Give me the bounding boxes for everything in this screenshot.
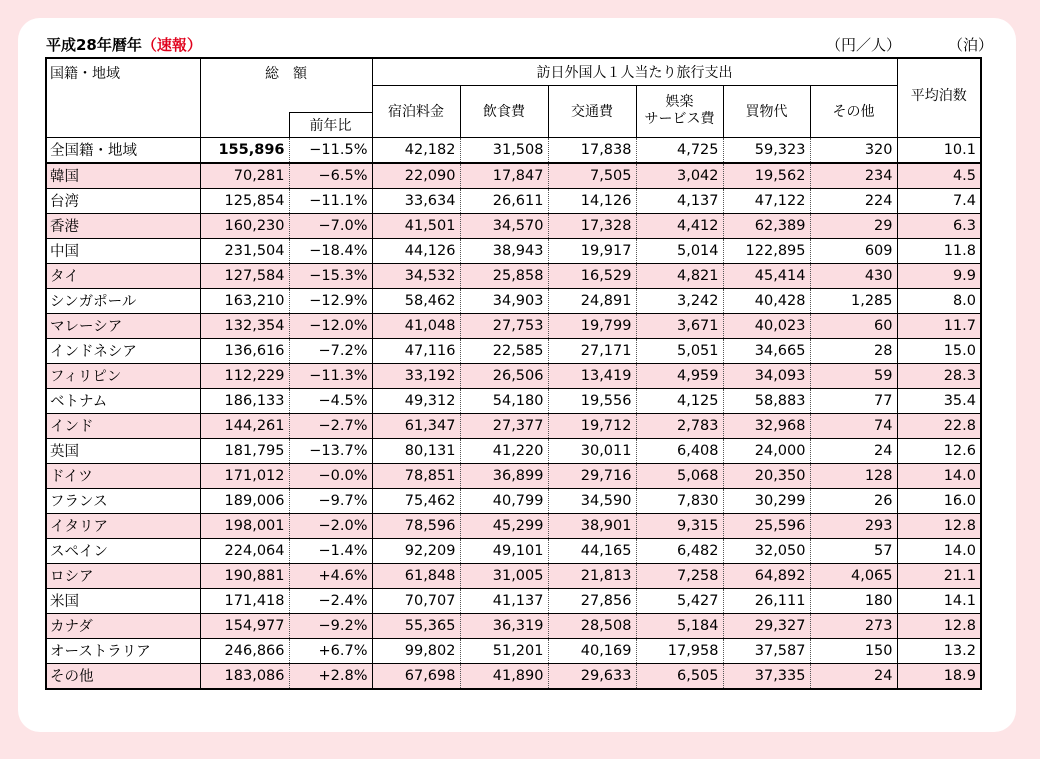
other-cell: 77 xyxy=(810,388,897,413)
yoy-cell: −6.5% xyxy=(289,163,372,189)
title-paren-open: （ xyxy=(141,36,157,54)
food-cell: 26,611 xyxy=(460,188,548,213)
col-header-nights: 平均泊数 xyxy=(897,58,981,137)
lodging-cell: 49,312 xyxy=(372,388,460,413)
entertainment-cell: 4,412 xyxy=(636,213,723,238)
yoy-cell: +4.6% xyxy=(289,563,372,588)
region-cell: フランス xyxy=(46,488,200,513)
yoy-cell: −9.2% xyxy=(289,613,372,638)
nights-cell: 9.9 xyxy=(897,263,981,288)
total-cell: 112,229 xyxy=(200,363,289,388)
yoy-cell: +6.7% xyxy=(289,638,372,663)
entertainment-line2: サービス費 xyxy=(644,111,715,127)
lodging-cell: 70,707 xyxy=(372,588,460,613)
entertainment-cell: 7,258 xyxy=(636,563,723,588)
food-cell: 41,220 xyxy=(460,438,548,463)
flash-label: 速報 xyxy=(156,36,187,54)
food-cell: 36,899 xyxy=(460,463,548,488)
table-body xyxy=(46,137,981,689)
yoy-cell: −11.1% xyxy=(289,188,372,213)
food-cell: 49,101 xyxy=(460,538,548,563)
lodging-cell: 33,192 xyxy=(372,363,460,388)
transport-cell: 19,917 xyxy=(548,238,636,263)
transport-cell: 19,799 xyxy=(548,313,636,338)
title-paren-close: ） xyxy=(186,36,202,54)
table-title xyxy=(46,34,202,55)
transport-cell: 27,171 xyxy=(548,338,636,363)
nights-cell: 4.5 xyxy=(897,163,981,189)
lodging-cell: 80,131 xyxy=(372,438,460,463)
yoy-cell: −0.0% xyxy=(289,463,372,488)
other-cell: 1,285 xyxy=(810,288,897,313)
other-cell: 57 xyxy=(810,538,897,563)
shopping-cell: 64,892 xyxy=(723,563,810,588)
region-cell: 中国 xyxy=(46,238,200,263)
shopping-cell: 20,350 xyxy=(723,463,810,488)
transport-cell: 7,505 xyxy=(548,163,636,189)
table-row xyxy=(46,588,981,613)
region-cell: マレーシア xyxy=(46,313,200,338)
table-row xyxy=(46,238,981,263)
food-cell: 54,180 xyxy=(460,388,548,413)
food-cell: 36,319 xyxy=(460,613,548,638)
entertainment-cell: 5,051 xyxy=(636,338,723,363)
table-row xyxy=(46,663,981,689)
nights-cell: 13.2 xyxy=(897,638,981,663)
shopping-cell: 37,335 xyxy=(723,663,810,689)
food-cell: 22,585 xyxy=(460,338,548,363)
entertainment-cell: 17,958 xyxy=(636,638,723,663)
total-cell: 163,210 xyxy=(200,288,289,313)
shopping-cell: 40,023 xyxy=(723,313,810,338)
lodging-cell: 22,090 xyxy=(372,163,460,189)
transport-cell: 16,529 xyxy=(548,263,636,288)
lodging-cell: 42,182 xyxy=(372,137,460,163)
table-row xyxy=(46,188,981,213)
nights-cell: 14.0 xyxy=(897,538,981,563)
table-row xyxy=(46,363,981,388)
food-cell: 40,799 xyxy=(460,488,548,513)
col-header-yoy: 前年比 xyxy=(289,112,372,137)
col-header-food: 飲食費 xyxy=(460,85,548,137)
nights-cell: 11.7 xyxy=(897,313,981,338)
total-cell: 155,896 xyxy=(200,137,289,163)
table-row xyxy=(46,563,981,588)
entertainment-cell: 6,482 xyxy=(636,538,723,563)
total-cell: 136,616 xyxy=(200,338,289,363)
yoy-cell: −2.0% xyxy=(289,513,372,538)
region-cell: 韓国 xyxy=(46,163,200,189)
table-header-line xyxy=(46,34,993,56)
table-row xyxy=(46,613,981,638)
lodging-cell: 67,698 xyxy=(372,663,460,689)
region-cell: オーストラリア xyxy=(46,638,200,663)
yoy-cell: −12.0% xyxy=(289,313,372,338)
yoy-cell: +2.8% xyxy=(289,663,372,689)
lodging-cell: 55,365 xyxy=(372,613,460,638)
shopping-cell: 34,665 xyxy=(723,338,810,363)
table-row xyxy=(46,288,981,313)
transport-cell: 19,712 xyxy=(548,413,636,438)
lodging-cell: 99,802 xyxy=(372,638,460,663)
other-cell: 26 xyxy=(810,488,897,513)
entertainment-cell: 5,068 xyxy=(636,463,723,488)
unit-stay-label: （泊） xyxy=(948,36,994,54)
other-cell: 180 xyxy=(810,588,897,613)
food-cell: 31,005 xyxy=(460,563,548,588)
col-header-total-blank xyxy=(200,112,289,137)
region-cell: シンガポール xyxy=(46,288,200,313)
region-cell: 全国籍・地域 xyxy=(46,137,200,163)
unit-yen-label: （円／人） xyxy=(826,36,902,54)
yoy-cell: −12.9% xyxy=(289,288,372,313)
region-cell: 香港 xyxy=(46,213,200,238)
nights-cell: 22.8 xyxy=(897,413,981,438)
nights-cell: 14.0 xyxy=(897,463,981,488)
transport-cell: 40,169 xyxy=(548,638,636,663)
entertainment-cell: 2,783 xyxy=(636,413,723,438)
total-cell: 186,133 xyxy=(200,388,289,413)
other-cell: 24 xyxy=(810,438,897,463)
food-cell: 41,137 xyxy=(460,588,548,613)
table-row xyxy=(46,263,981,288)
total-cell: 127,584 xyxy=(200,263,289,288)
other-cell: 24 xyxy=(810,663,897,689)
transport-cell: 21,813 xyxy=(548,563,636,588)
other-cell: 60 xyxy=(810,313,897,338)
nights-cell: 21.1 xyxy=(897,563,981,588)
other-cell: 273 xyxy=(810,613,897,638)
transport-cell: 38,901 xyxy=(548,513,636,538)
region-cell: 米国 xyxy=(46,588,200,613)
region-cell: インド xyxy=(46,413,200,438)
table-row xyxy=(46,638,981,663)
total-cell: 231,504 xyxy=(200,238,289,263)
yoy-cell: −4.5% xyxy=(289,388,372,413)
region-cell: 台湾 xyxy=(46,188,200,213)
entertainment-cell: 4,725 xyxy=(636,137,723,163)
total-cell: 132,354 xyxy=(200,313,289,338)
title-prefix: 平成28年暦年 xyxy=(46,36,142,54)
total-cell: 198,001 xyxy=(200,513,289,538)
shopping-cell: 34,093 xyxy=(723,363,810,388)
yoy-cell: −7.0% xyxy=(289,213,372,238)
entertainment-cell: 3,242 xyxy=(636,288,723,313)
nights-cell: 7.4 xyxy=(897,188,981,213)
shopping-cell: 47,122 xyxy=(723,188,810,213)
food-cell: 26,506 xyxy=(460,363,548,388)
transport-cell: 13,419 xyxy=(548,363,636,388)
shopping-cell: 24,000 xyxy=(723,438,810,463)
other-cell: 74 xyxy=(810,413,897,438)
shopping-cell: 32,968 xyxy=(723,413,810,438)
entertainment-cell: 7,830 xyxy=(636,488,723,513)
entertainment-line1: 娯楽 xyxy=(665,94,694,110)
yoy-cell: −18.4% xyxy=(289,238,372,263)
col-header-total: 総 額 xyxy=(200,58,372,112)
total-cell: 144,261 xyxy=(200,413,289,438)
other-cell: 4,065 xyxy=(810,563,897,588)
yoy-cell: −9.7% xyxy=(289,488,372,513)
transport-cell: 19,556 xyxy=(548,388,636,413)
yoy-cell: −15.3% xyxy=(289,263,372,288)
nights-cell: 12.8 xyxy=(897,613,981,638)
entertainment-cell: 4,821 xyxy=(636,263,723,288)
table-row xyxy=(46,388,981,413)
region-cell: カナダ xyxy=(46,613,200,638)
other-cell: 293 xyxy=(810,513,897,538)
col-header-lodging: 宿泊料金 xyxy=(372,85,460,137)
nights-cell: 11.8 xyxy=(897,238,981,263)
region-cell: ロシア xyxy=(46,563,200,588)
entertainment-cell: 9,315 xyxy=(636,513,723,538)
table-row xyxy=(46,463,981,488)
nights-cell: 16.0 xyxy=(897,488,981,513)
yoy-cell: −2.4% xyxy=(289,588,372,613)
food-cell: 34,570 xyxy=(460,213,548,238)
entertainment-cell: 3,042 xyxy=(636,163,723,189)
entertainment-cell: 4,137 xyxy=(636,188,723,213)
shopping-cell: 45,414 xyxy=(723,263,810,288)
table-row xyxy=(46,488,981,513)
other-cell: 224 xyxy=(810,188,897,213)
shopping-cell: 19,562 xyxy=(723,163,810,189)
total-cell: 190,881 xyxy=(200,563,289,588)
lodging-cell: 41,048 xyxy=(372,313,460,338)
transport-cell: 29,716 xyxy=(548,463,636,488)
yoy-cell: −2.7% xyxy=(289,413,372,438)
lodging-cell: 34,532 xyxy=(372,263,460,288)
yoy-cell: −1.4% xyxy=(289,538,372,563)
col-header-shopping: 買物代 xyxy=(723,85,810,137)
lodging-cell: 44,126 xyxy=(372,238,460,263)
lodging-cell: 47,116 xyxy=(372,338,460,363)
col-header-other: その他 xyxy=(810,85,897,137)
region-cell: イタリア xyxy=(46,513,200,538)
shopping-cell: 59,323 xyxy=(723,137,810,163)
entertainment-cell: 5,427 xyxy=(636,588,723,613)
transport-cell: 27,856 xyxy=(548,588,636,613)
region-cell: ドイツ xyxy=(46,463,200,488)
entertainment-cell: 6,408 xyxy=(636,438,723,463)
entertainment-cell: 4,125 xyxy=(636,388,723,413)
yoy-cell: −11.5% xyxy=(289,137,372,163)
total-cell: 70,281 xyxy=(200,163,289,189)
region-cell: 英国 xyxy=(46,438,200,463)
shopping-cell: 40,428 xyxy=(723,288,810,313)
other-cell: 29 xyxy=(810,213,897,238)
food-cell: 17,847 xyxy=(460,163,548,189)
total-cell: 171,418 xyxy=(200,588,289,613)
lodging-cell: 61,347 xyxy=(372,413,460,438)
table-row xyxy=(46,438,981,463)
food-cell: 27,377 xyxy=(460,413,548,438)
transport-cell: 44,165 xyxy=(548,538,636,563)
lodging-cell: 92,209 xyxy=(372,538,460,563)
lodging-cell: 33,634 xyxy=(372,188,460,213)
nights-cell: 6.3 xyxy=(897,213,981,238)
entertainment-cell: 6,505 xyxy=(636,663,723,689)
nights-cell: 10.1 xyxy=(897,137,981,163)
shopping-cell: 37,587 xyxy=(723,638,810,663)
shopping-cell: 58,883 xyxy=(723,388,810,413)
transport-cell: 24,891 xyxy=(548,288,636,313)
shopping-cell: 32,050 xyxy=(723,538,810,563)
other-cell: 609 xyxy=(810,238,897,263)
nights-cell: 18.9 xyxy=(897,663,981,689)
entertainment-cell: 3,671 xyxy=(636,313,723,338)
other-cell: 128 xyxy=(810,463,897,488)
entertainment-cell: 5,014 xyxy=(636,238,723,263)
transport-cell: 17,838 xyxy=(548,137,636,163)
food-cell: 31,508 xyxy=(460,137,548,163)
other-cell: 430 xyxy=(810,263,897,288)
food-cell: 51,201 xyxy=(460,638,548,663)
food-cell: 27,753 xyxy=(460,313,548,338)
yoy-cell: −13.7% xyxy=(289,438,372,463)
col-header-region: 国籍・地域 xyxy=(46,58,200,137)
entertainment-cell: 5,184 xyxy=(636,613,723,638)
other-cell: 320 xyxy=(810,137,897,163)
table-row xyxy=(46,137,981,163)
nights-cell: 28.3 xyxy=(897,363,981,388)
other-cell: 28 xyxy=(810,338,897,363)
col-header-transport: 交通費 xyxy=(548,85,636,137)
region-cell: タイ xyxy=(46,263,200,288)
transport-cell: 30,011 xyxy=(548,438,636,463)
transport-cell: 14,126 xyxy=(548,188,636,213)
nights-cell: 15.0 xyxy=(897,338,981,363)
total-cell: 160,230 xyxy=(200,213,289,238)
nights-cell: 14.1 xyxy=(897,588,981,613)
total-cell: 224,064 xyxy=(200,538,289,563)
entertainment-cell: 4,959 xyxy=(636,363,723,388)
col-header-group: 訪日外国人１人当たり旅行支出 xyxy=(372,58,897,85)
lodging-cell: 78,596 xyxy=(372,513,460,538)
lodging-cell: 78,851 xyxy=(372,463,460,488)
table-row xyxy=(46,163,981,189)
region-cell: フィリピン xyxy=(46,363,200,388)
transport-cell: 28,508 xyxy=(548,613,636,638)
other-cell: 150 xyxy=(810,638,897,663)
table-row xyxy=(46,413,981,438)
lodging-cell: 61,848 xyxy=(372,563,460,588)
table-row xyxy=(46,338,981,363)
food-cell: 41,890 xyxy=(460,663,548,689)
food-cell: 45,299 xyxy=(460,513,548,538)
total-cell: 125,854 xyxy=(200,188,289,213)
expenditure-table xyxy=(45,57,982,690)
other-cell: 234 xyxy=(810,163,897,189)
transport-cell: 34,590 xyxy=(548,488,636,513)
shopping-cell: 30,299 xyxy=(723,488,810,513)
lodging-cell: 58,462 xyxy=(372,288,460,313)
shopping-cell: 62,389 xyxy=(723,213,810,238)
region-cell: ベトナム xyxy=(46,388,200,413)
nights-cell: 8.0 xyxy=(897,288,981,313)
lodging-cell: 75,462 xyxy=(372,488,460,513)
yoy-cell: −11.3% xyxy=(289,363,372,388)
food-cell: 25,858 xyxy=(460,263,548,288)
nights-cell: 12.6 xyxy=(897,438,981,463)
table-row xyxy=(46,513,981,538)
total-cell: 189,006 xyxy=(200,488,289,513)
transport-cell: 17,328 xyxy=(548,213,636,238)
yoy-cell: −7.2% xyxy=(289,338,372,363)
total-cell: 154,977 xyxy=(200,613,289,638)
shopping-cell: 25,596 xyxy=(723,513,810,538)
shopping-cell: 26,111 xyxy=(723,588,810,613)
region-cell: インドネシア xyxy=(46,338,200,363)
nights-cell: 35.4 xyxy=(897,388,981,413)
food-cell: 34,903 xyxy=(460,288,548,313)
shopping-cell: 29,327 xyxy=(723,613,810,638)
region-cell: その他 xyxy=(46,663,200,689)
table-row xyxy=(46,538,981,563)
total-cell: 181,795 xyxy=(200,438,289,463)
total-cell: 171,012 xyxy=(200,463,289,488)
total-cell: 183,086 xyxy=(200,663,289,689)
nights-cell: 12.8 xyxy=(897,513,981,538)
region-cell: スペイン xyxy=(46,538,200,563)
table-row xyxy=(46,313,981,338)
lodging-cell: 41,501 xyxy=(372,213,460,238)
table-row xyxy=(46,213,981,238)
other-cell: 59 xyxy=(810,363,897,388)
total-cell: 246,866 xyxy=(200,638,289,663)
transport-cell: 29,633 xyxy=(548,663,636,689)
food-cell: 38,943 xyxy=(460,238,548,263)
shopping-cell: 122,895 xyxy=(723,238,810,263)
col-header-entertainment xyxy=(636,85,723,137)
